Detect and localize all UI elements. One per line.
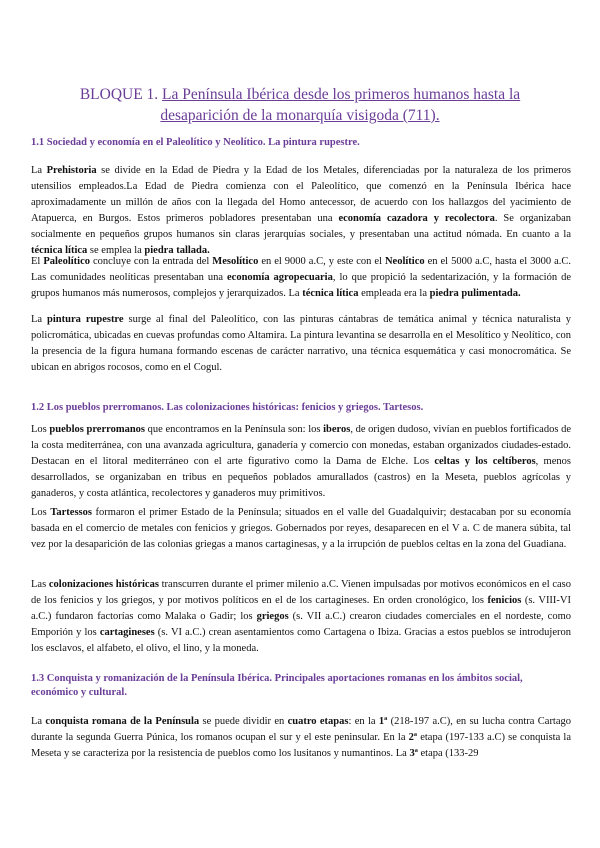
bold-term: colonizaciones históricas (48, 579, 159, 590)
text-run: (s. VII a.C.) crearon ciudades comerciales en el nordeste, como Emporión y los (31, 611, 571, 638)
text-run: La (31, 165, 47, 176)
text-run: se divide en la Edad de Piedra y la Edad de los Metales, diferenciadas por la naturaleza de los primeros utensilios empleados.La Edad de Piedra comienza con el Paleolítico, que comenzó en la Península Ibérica hace aproximadamente un millón de años con la llegada del Homo antecessor, de acuerdo con los hallazgos del yacimiento de Atapuerca, en Burgos. Estos primeros pobladores presentaban una (31, 165, 571, 224)
text-run: transcurren durante el primer milenio a.C. Vienen impulsadas por motivos económicos en el caso de los fenicios y los griegos, y por motivos políticos en el de los cartagineses. En orden cronológico, los (31, 579, 571, 606)
section-1-heading: 1.1 Sociedad y economía en el Paleolítico y Neolítico. La pintura rupestre. (31, 137, 360, 148)
text-run: etapa (197-133 a.C) se conquista la Meseta y se caracteriza por la resistencia de pueblos como los lusitanos y numantinos. La (31, 732, 571, 759)
text-run: La (31, 716, 46, 727)
text-run: , menos desarrollados, se organizaban en tribus en pequeños poblados amurallados (castros) en la Meseta, pueblos agrícolas y ganaderos, y costa atlántica, recolectores y ganaderos muy primitivos. (31, 456, 571, 499)
bold-term: cuatro etapas (287, 716, 349, 727)
text-run: , de origen dudoso, vivían en pueblos fortificados de la costa mediterránea, con una avanzada agricultura, ganadería y comercio con monedas, estaban organizados ciudades-estado. Destacan en el litoral mediterráneo con el arte figurativo como la Dama de Elche. Los (31, 424, 571, 467)
bold-term: cartagineses (99, 627, 155, 638)
title-prefix: BLOQUE 1. (79, 86, 163, 103)
text-run: que encontramos en la Península son: los (145, 424, 324, 435)
text-run: : en la (348, 716, 379, 727)
section-2-paragraph-3 (31, 577, 571, 657)
text-run: El (31, 256, 44, 267)
bold-term: 1ª (378, 716, 388, 727)
document-title (60, 84, 540, 126)
section-3-heading: 1.3 Conquista y romanización de la Península Ibérica. Principales aportaciones romanas en los ámbitos social, económico y cultural. (31, 673, 523, 698)
text-run: formaron el primer Estado de la Península; situados en el valle del Guadalquivir; destacaban por su economía basada en el comercio de metales con fenicios y griegos. Gobernados por reyes, desaparecen en el V a. C de manera súbita, tal vez por la desaparición de las colonias griegas a manos cartaginesas, y a la irrupción de pueblos celtas en la zona del Guadiana. (31, 507, 572, 550)
text-run: se emplea la (87, 245, 145, 256)
text-run: se puede dividir en (199, 716, 288, 727)
bold-term: Neolítico (384, 256, 425, 267)
title-line-1: La Península Ibérica desde los primeros humanos hasta la (162, 86, 521, 103)
text-run: Las (31, 579, 49, 590)
text-run: etapa (133-29 (417, 748, 479, 759)
bold-term: griegos (256, 611, 289, 622)
text-run: surge al final del Paleolítico, con las pinturas cántabras de temática animal y técnica naturalista y policromática, ubicadas en cuevas profundas como Altamira. La pintura levantina se desarrolla en el Mesolítico y Neolítico, con la presencia de la figura humana formando escenas de carácter narrativo, una técnica esquemática y casi monocromática. Se ubican en abrigos rocosos, como en el Cogul. (31, 314, 572, 373)
bold-term: Paleolítico (43, 256, 90, 267)
bold-term: fenicios (487, 595, 522, 606)
text-run: Los (31, 424, 50, 435)
text-run: . Se organizaban socialmente en pequeños grupos humanos sin claras jerarquías sociales, y presentaban una actitud nómada. En cuanto a la (31, 213, 571, 240)
bold-term: pintura rupestre (47, 314, 124, 325)
text-run: La (31, 314, 48, 325)
section-3-paragraph-1 (31, 714, 571, 762)
section-2-paragraph-2 (31, 505, 571, 553)
bold-term: Tartessos (50, 507, 92, 518)
text-run: en el 5000 a.C, hasta el 3000 a.C. Las comunidades neolíticas presentaban una (31, 256, 571, 283)
text-run: (s. VIII-VI a.C.) fundaron factorías como Malaka o Gadir; los (31, 595, 572, 622)
title-line-2: desaparición de la monarquía visigoda (711). (160, 107, 440, 124)
bold-term: 3ª (409, 748, 418, 759)
section-1-paragraph-2 (31, 254, 571, 302)
section-2-heading: 1.2 Los pueblos prerromanos. Las colonizaciones históricas: fenicios y griegos. Tartesos. (31, 402, 424, 413)
bold-term: iberos (323, 424, 351, 435)
text-run: (s. VI a.C.) crean asentamientos como Cartagena o Ibiza. Gracias a estos pueblos se introdujeron los esclavos, el alfabeto, el olivo, el lino, y la moneda. (31, 627, 571, 654)
bold-term: 2ª (408, 732, 418, 743)
section-1-paragraph-1 (31, 163, 571, 259)
bold-term: técnica lítica (31, 245, 88, 256)
bold-term: economía agropecuaria (227, 272, 333, 283)
bold-term: Mesolítico (212, 256, 259, 267)
bold-term: pueblos prerromanos (49, 424, 146, 435)
bold-term: Prehistoria (46, 165, 97, 176)
bold-term: piedra tallada. (144, 245, 210, 256)
section-1-paragraph-3 (31, 312, 571, 376)
bold-term: técnica lítica (302, 288, 359, 299)
text-run: en el 9000 a.C, y este con el (258, 256, 385, 267)
bold-term: economía cazadora y recolectora (338, 213, 495, 224)
bold-term: conquista romana de la Península (45, 716, 200, 727)
bold-term: piedra pulimentada. (429, 288, 521, 299)
section-2-paragraph-1 (31, 422, 571, 502)
text-run: (218-197 a.C), en su lucha contra Cartago durante la segunda Guerra Púnica, los romanos ocupan el sur y el este peninsular. En la (31, 716, 572, 743)
text-run: concluye con la entrada del (89, 256, 213, 267)
bold-term: celtas y los celtíberos (434, 456, 536, 467)
text-run: empleada era la (358, 288, 430, 299)
text-run: Los (31, 507, 51, 518)
text-run: , lo que propició la sedentarización, y la formación de grupos humanos más numerosos, complejos y jerarquizados. La (31, 272, 571, 299)
